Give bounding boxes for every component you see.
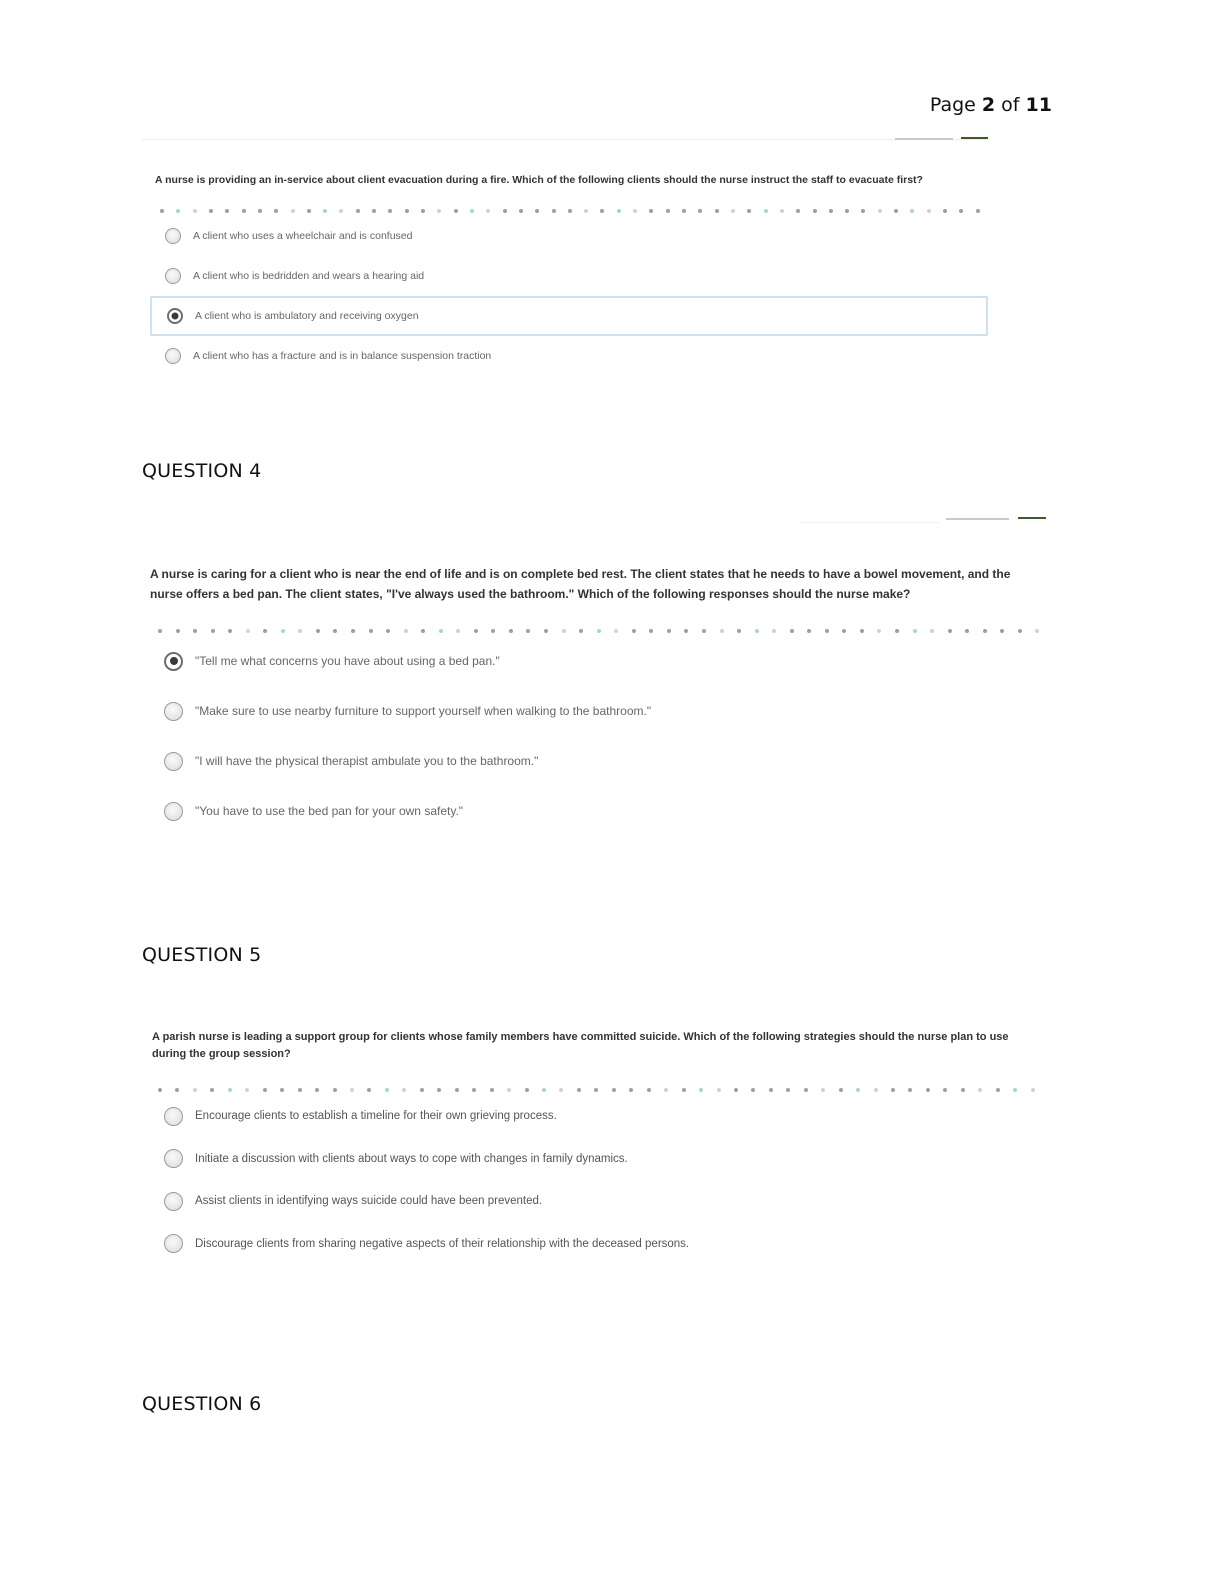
answer-label: A client who has a fracture and is in balance suspension traction (193, 350, 492, 362)
progress-dot (486, 209, 490, 213)
progress-dot (507, 1088, 511, 1092)
progress-dot (861, 209, 865, 213)
progress-dot (717, 1088, 721, 1092)
answer-label: Assist clients in identifying ways suicide could have been prevented. (195, 1195, 543, 1208)
progress-dot (356, 209, 360, 213)
question-6-heading: QUESTION 6 (142, 1393, 262, 1415)
progress-dot (894, 209, 898, 213)
progress-dot (1035, 629, 1039, 633)
answer-option-4[interactable] (150, 786, 1030, 836)
answer-option-4[interactable] (150, 336, 988, 376)
progress-dot (367, 1088, 371, 1092)
progress-dot (209, 209, 213, 213)
progress-dot (948, 629, 952, 633)
progress-dot (682, 209, 686, 213)
progress-dot (976, 209, 980, 213)
progress-dots (158, 1085, 1035, 1095)
progress-dot (509, 629, 513, 633)
progress-dot (747, 209, 751, 213)
answer-label: "Make sure to use nearby furniture to support yourself when walking to the bathroom." (195, 704, 652, 718)
progress-dot (910, 209, 914, 213)
progress-dot (715, 209, 719, 213)
progress-dot (927, 209, 931, 213)
q4-accent-mark (1018, 517, 1046, 519)
progress-dot (193, 629, 197, 633)
progress-dot (965, 629, 969, 633)
answer-label: "Tell me what concerns you have about using a bed pan." (195, 654, 500, 668)
radio-button[interactable] (165, 348, 181, 364)
answer-option-1[interactable] (150, 1095, 1030, 1138)
progress-dot (860, 629, 864, 633)
answer-label: Discourage clients from sharing negative aspects of their relationship with the deceased persons. (195, 1237, 690, 1250)
progress-dot (755, 629, 759, 633)
question-5-block (150, 1029, 1035, 1265)
question-text: A nurse is providing an in-service about client evacuation during a fire. Which of the following clients should the nurse instruct the staff to evacuate first? (155, 174, 923, 186)
answer-label: "You have to use the bed pan for your own safety." (195, 804, 464, 818)
progress-dot (796, 209, 800, 213)
question-5-heading: QUESTION 5 (142, 944, 262, 966)
progress-dot (298, 1088, 302, 1092)
progress-dot (633, 209, 637, 213)
progress-dot (211, 629, 215, 633)
progress-dot (339, 209, 343, 213)
progress-dot (786, 1088, 790, 1092)
progress-dot (649, 209, 653, 213)
progress-dot (544, 629, 548, 633)
progress-dot (769, 1088, 773, 1092)
progress-dot (597, 629, 601, 633)
progress-dot (454, 209, 458, 213)
progress-dot (594, 1088, 598, 1092)
progress-dot (158, 1088, 162, 1092)
answer-option-1[interactable] (150, 636, 1030, 686)
progress-dot (456, 629, 460, 633)
progress-dot (877, 629, 881, 633)
progress-dot (455, 1088, 459, 1092)
progress-dot (372, 209, 376, 213)
progress-dot (649, 629, 653, 633)
progress-dot (600, 209, 604, 213)
progress-dot (943, 209, 947, 213)
answer-option-2[interactable] (150, 256, 988, 296)
answer-option-3[interactable] (150, 1180, 1030, 1223)
answer-option-2[interactable] (150, 1138, 1030, 1181)
progress-dot (1000, 629, 1004, 633)
answer-label: A client who is bedridden and wears a hearing aid (193, 270, 425, 282)
radio-button[interactable] (164, 702, 183, 721)
progress-dot (350, 1088, 354, 1092)
page-number: Page 2 of 11 (929, 94, 1052, 116)
question-4-heading: QUESTION 4 (142, 460, 262, 482)
progress-dot (542, 1088, 546, 1092)
progress-dot (402, 1088, 406, 1092)
progress-dot (333, 1088, 337, 1092)
progress-dot (519, 209, 523, 213)
answer-option-2[interactable] (150, 686, 1030, 736)
progress-dot (404, 629, 408, 633)
progress-dots (160, 206, 980, 216)
progress-dot (323, 209, 327, 213)
answer-option-1[interactable] (150, 216, 988, 256)
progress-dot (579, 629, 583, 633)
radio-button[interactable] (164, 752, 183, 771)
progress-dot (258, 209, 262, 213)
progress-dot (612, 1088, 616, 1092)
progress-dot (983, 629, 987, 633)
top-accent-mark (961, 137, 988, 139)
progress-dot (908, 1088, 912, 1092)
progress-dot (228, 1088, 232, 1092)
progress-dot (632, 629, 636, 633)
q4-gray-mark (946, 518, 1009, 520)
progress-dot (807, 629, 811, 633)
progress-dot (856, 1088, 860, 1092)
answer-option-3[interactable] (150, 296, 988, 336)
question-text: A parish nurse is leading a support group for clients whose family members have committed suicide. Which of the following strategies should the nurse plan to use during the group session? (152, 1031, 1009, 1060)
progress-dot (526, 629, 530, 633)
progress-dot (720, 629, 724, 633)
progress-dot (666, 209, 670, 213)
progress-dot (158, 629, 162, 633)
progress-dot (699, 1088, 703, 1092)
progress-dot (307, 209, 311, 213)
progress-dot (388, 209, 392, 213)
progress-dot (568, 209, 572, 213)
progress-dot (1013, 1088, 1017, 1092)
progress-dot (913, 629, 917, 633)
progress-dot (617, 209, 621, 213)
answer-option-4[interactable] (150, 1223, 1030, 1266)
progress-dot (682, 1088, 686, 1092)
progress-dot (804, 1088, 808, 1092)
progress-dot (228, 629, 232, 633)
radio-button[interactable] (164, 1149, 183, 1168)
progress-dot (491, 629, 495, 633)
progress-dot (577, 1088, 581, 1092)
progress-dot (842, 629, 846, 633)
progress-dot (731, 209, 735, 213)
progress-dot (559, 1088, 563, 1092)
progress-dot (629, 1088, 633, 1092)
progress-dots (158, 626, 1040, 636)
answer-label: A client who uses a wheelchair and is confused (193, 230, 413, 242)
answer-label: Encourage clients to establish a timeline for their own grieving process. (195, 1110, 557, 1123)
progress-dot (405, 209, 409, 213)
progress-dot (751, 1088, 755, 1092)
progress-dot (333, 629, 337, 633)
progress-dot (647, 1088, 651, 1092)
progress-dot (274, 209, 278, 213)
progress-dot (562, 629, 566, 633)
progress-dot (664, 1088, 668, 1092)
progress-dot (472, 1088, 476, 1092)
progress-dot (421, 209, 425, 213)
progress-dot (825, 629, 829, 633)
progress-dot (845, 209, 849, 213)
progress-dot (790, 629, 794, 633)
progress-dot (734, 1088, 738, 1092)
progress-dot (829, 209, 833, 213)
progress-dot (839, 1088, 843, 1092)
progress-dot (298, 629, 302, 633)
progress-dot (281, 629, 285, 633)
progress-dot (684, 629, 688, 633)
progress-dot (552, 209, 556, 213)
radio-button[interactable] (165, 268, 181, 284)
radio-button[interactable] (164, 1192, 183, 1211)
progress-dot (525, 1088, 529, 1092)
progress-dot (978, 1088, 982, 1092)
progress-dot (930, 629, 934, 633)
progress-dot (780, 209, 784, 213)
progress-dot (439, 629, 443, 633)
top-divider (142, 139, 988, 140)
progress-dot (245, 1088, 249, 1092)
progress-dot (584, 209, 588, 213)
progress-dot (474, 629, 478, 633)
progress-dot (246, 629, 250, 633)
progress-dot (667, 629, 671, 633)
progress-dot (176, 209, 180, 213)
progress-dot (737, 629, 741, 633)
progress-dot (193, 209, 197, 213)
progress-dot (772, 629, 776, 633)
progress-dot (926, 1088, 930, 1092)
progress-dot (160, 209, 164, 213)
radio-button[interactable] (164, 1107, 183, 1126)
progress-dot (315, 1088, 319, 1092)
progress-dot (263, 1088, 267, 1092)
progress-dot (698, 209, 702, 213)
progress-dot (437, 209, 441, 213)
top-gray-mark (895, 138, 953, 140)
answer-label: Initiate a discussion with clients about ways to cope with changes in family dynamics. (195, 1152, 628, 1165)
progress-dot (535, 209, 539, 213)
progress-dot (291, 209, 295, 213)
question-4-block (150, 564, 1040, 836)
progress-dot (959, 209, 963, 213)
progress-dot (943, 1088, 947, 1092)
progress-dot (891, 1088, 895, 1092)
question-3-block (150, 172, 990, 376)
progress-dot (176, 629, 180, 633)
progress-dot (175, 1088, 179, 1092)
radio-button[interactable] (164, 1234, 183, 1253)
progress-dot (702, 629, 706, 633)
progress-dot (874, 1088, 878, 1092)
q4-top-rule (800, 522, 940, 523)
progress-dot (437, 1088, 441, 1092)
question-text: A nurse is caring for a client who is near the end of life and is on complete bed rest. The client states that he needs to have a bowel movement, and the nurse offers a bed pan. The client states, "I've always used the bathroom." Which of the following responses should the nurse make? (150, 567, 1011, 601)
progress-dot (1031, 1088, 1035, 1092)
radio-button[interactable] (164, 802, 183, 821)
progress-dot (895, 629, 899, 633)
progress-dot (280, 1088, 284, 1092)
radio-button[interactable] (165, 228, 181, 244)
progress-dot (210, 1088, 214, 1092)
progress-dot (503, 209, 507, 213)
progress-dot (878, 209, 882, 213)
progress-dot (1018, 629, 1022, 633)
progress-dot (614, 629, 618, 633)
progress-dot (316, 629, 320, 633)
progress-dot (764, 209, 768, 213)
progress-dot (821, 1088, 825, 1092)
answer-label: A client who is ambulatory and receiving oxygen (195, 310, 419, 322)
progress-dot (470, 209, 474, 213)
progress-dot (225, 209, 229, 213)
progress-dot (996, 1088, 1000, 1092)
progress-dot (385, 1088, 389, 1092)
progress-dot (420, 1088, 424, 1092)
answer-option-3[interactable] (150, 736, 1030, 786)
progress-dot (263, 629, 267, 633)
progress-dot (961, 1088, 965, 1092)
progress-dot (386, 629, 390, 633)
radio-button-selected[interactable] (164, 652, 183, 671)
progress-dot (351, 629, 355, 633)
answer-label: "I will have the physical therapist ambulate you to the bathroom." (195, 754, 539, 768)
progress-dot (813, 209, 817, 213)
progress-dot (490, 1088, 494, 1092)
progress-dot (369, 629, 373, 633)
progress-dot (421, 629, 425, 633)
progress-dot (242, 209, 246, 213)
radio-button-selected[interactable] (167, 308, 183, 324)
progress-dot (193, 1088, 197, 1092)
